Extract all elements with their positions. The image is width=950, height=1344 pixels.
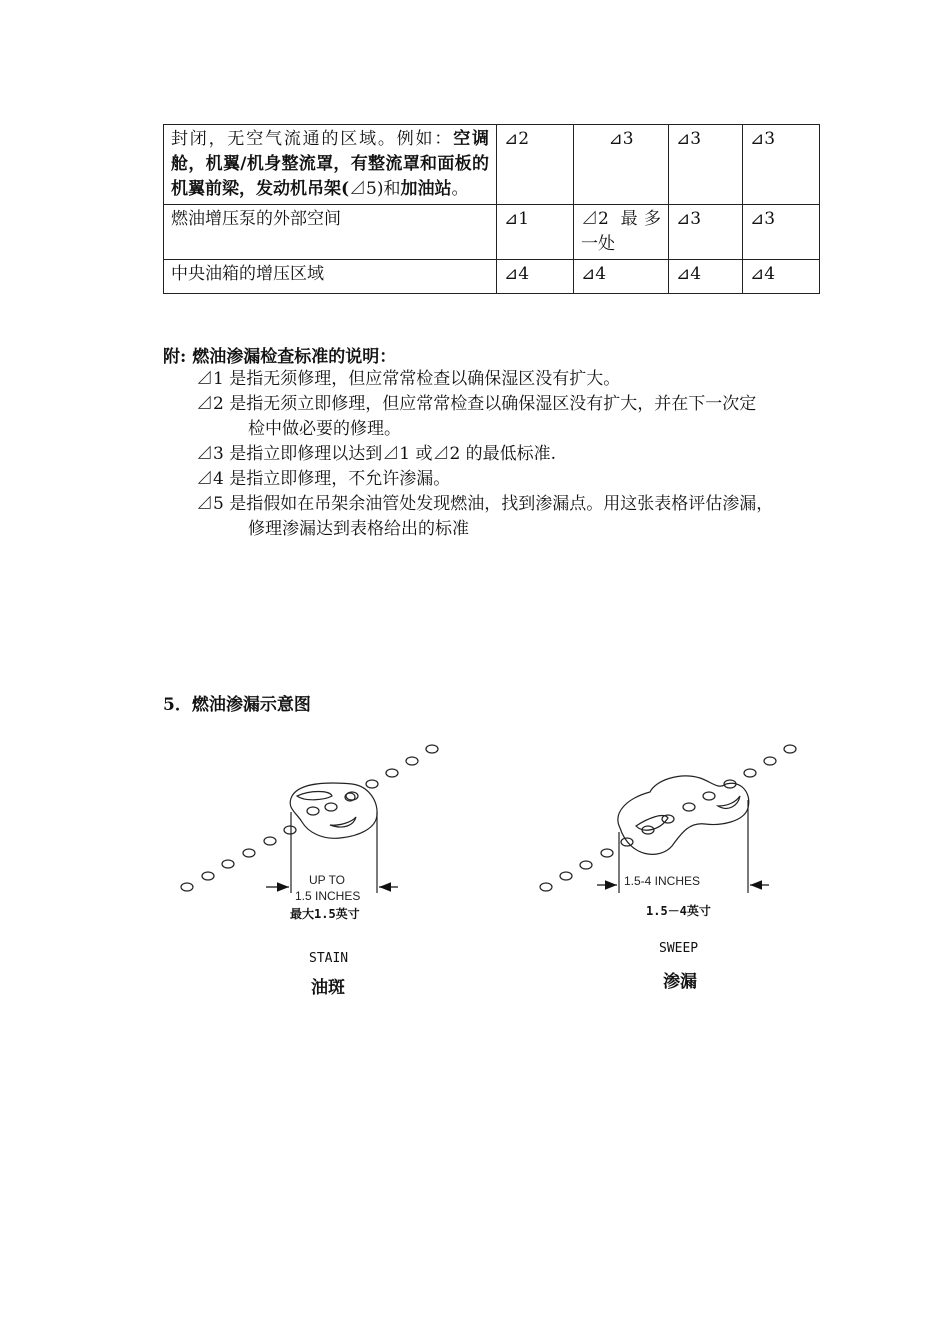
section-title: 5．燃油渗漏示意图 [163, 695, 311, 715]
cell-text: 。 [451, 179, 469, 199]
note-line-continued: 修理渗漏达到表格给出的标准 [248, 519, 469, 539]
rivet-row-icon [181, 745, 438, 891]
table-cell-level: ⊿3 [743, 125, 820, 205]
table-cell-level: ⊿4 [574, 260, 669, 294]
table-cell-area: 燃油增压泵的外部空间 [164, 205, 497, 260]
stain-label-en: STAIN [309, 951, 349, 966]
cell-text-bold: 加油站 [400, 179, 452, 199]
sweep-dimension-cn: 1.5－4英寸 [646, 904, 711, 918]
stain-label-cn: 油斑 [311, 978, 345, 998]
stain-illustration [181, 745, 438, 893]
table-cell-level: ⊿4 [743, 260, 820, 294]
note-line: ⊿1 是指无须修理，但应常常检查以确保湿区没有扩大。 [196, 369, 621, 389]
sweep-label-cn: 渗漏 [663, 972, 697, 992]
stain-dimension-en-line1: UP TO [309, 873, 346, 887]
table-cell-level: ⊿3 [574, 125, 669, 205]
sweep-illustration [540, 745, 796, 893]
table-cell-level: ⊿1 [497, 205, 574, 260]
stain-dimension-cn: 最大1.5英寸 [290, 907, 360, 921]
table-cell-level: ⊿3 [743, 205, 820, 260]
sweep-dimension-en: 1.5-4 INCHES [624, 874, 701, 888]
table-cell-level: ⊿4 [497, 260, 574, 294]
stain-dimension-en-line2: 1.5 INCHES [295, 889, 361, 903]
sweep-label-en: SWEEP [659, 941, 699, 956]
note-line: ⊿4 是指立即修理，不允许渗漏。 [196, 469, 451, 489]
table-cell-level: ⊿3 [669, 125, 743, 205]
note-line-continued: 检中做必要的修理。 [248, 419, 401, 439]
table-cell-area: 中央油箱的增压区域 [164, 260, 497, 294]
note-line: ⊿2 是指无须立即修理，但应常常检查以确保湿区没有扩大，并在下一次定 [196, 394, 757, 414]
note-line: ⊿3 是指立即修理以达到⊿1 或⊿2 的最低标准. [196, 444, 557, 464]
notes-title: 附: 燃油渗漏检查标准的说明： [163, 347, 397, 367]
table-cell-level: ⊿2 最多一处 [574, 205, 669, 260]
table-cell-level: ⊿4 [669, 260, 743, 294]
cell-text: 封闭，无空气流通的区域。例如： [171, 129, 454, 149]
table-cell-level: ⊿3 [669, 205, 743, 260]
cell-text: ⊿5)和 [349, 179, 401, 199]
table-cell-level: ⊿2 [497, 125, 574, 205]
note-line: ⊿5 是指假如在吊架余油管处发现燃油，找到渗漏点。用这张表格评估渗漏， [196, 494, 774, 514]
cell-text-bold: 空调舱，机翼/机身整流罩，有整流罩和面板的机翼前梁，发动机吊架( [171, 129, 489, 199]
